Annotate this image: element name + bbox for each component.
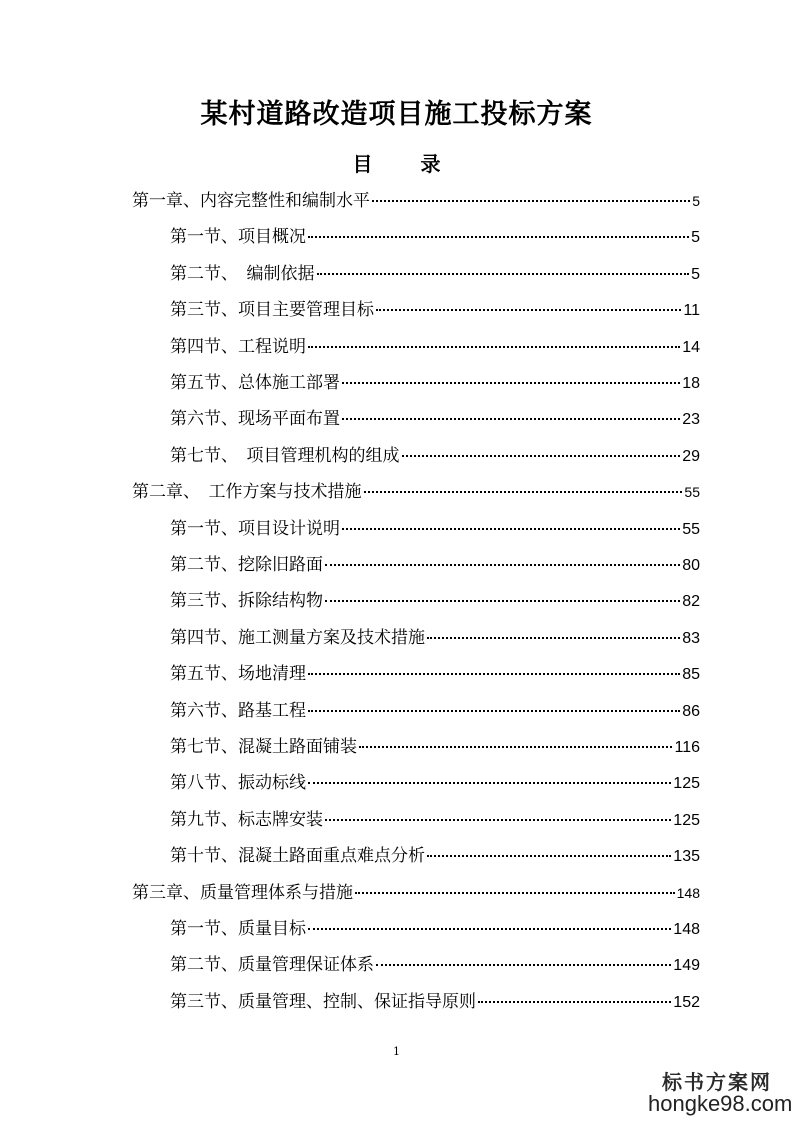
toc-entry-title: 第八节、振动标线	[170, 773, 306, 794]
toc-section-entry	[170, 224, 700, 250]
toc-leader-dots	[342, 382, 680, 384]
toc-section-entry	[170, 989, 700, 1015]
toc-section-entry	[170, 661, 700, 687]
toc-entry-page: 11	[683, 302, 700, 320]
toc-entry-page: 83	[682, 629, 700, 647]
toc-section-entry	[170, 552, 700, 578]
toc-entry-page: 82	[682, 593, 700, 611]
toc-leader-dots	[308, 673, 680, 675]
toc-entry-title: 第三节、质量管理、控制、保证指导原则	[170, 991, 476, 1012]
toc-entry-title: 第十节、混凝土路面重点难点分析	[170, 846, 425, 867]
toc-entry-title: 第七节、混凝土路面铺装	[170, 737, 357, 757]
toc-heading: 目 录	[352, 152, 455, 176]
toc-section-entry	[170, 406, 700, 432]
toc-entry-title: 第四节、施工测量方案及技术措施	[170, 627, 425, 648]
toc-section-entry	[170, 261, 700, 287]
toc-entry-title: 第三节、项目主要管理目标	[170, 300, 374, 321]
toc-leader-dots	[317, 273, 690, 275]
toc-leader-dots	[308, 928, 671, 930]
toc-leader-dots	[427, 855, 671, 857]
toc-entry-title: 第三章、质量管理体系与措施	[132, 882, 353, 903]
toc-entry-title: 第六节、路基工程	[170, 700, 306, 721]
toc-entry-page: 29	[682, 447, 700, 465]
toc-leader-dots	[342, 528, 680, 530]
toc-entry-page: 149	[673, 957, 700, 975]
toc-entry-page: 148	[673, 921, 700, 938]
toc-section-entry	[170, 516, 700, 542]
toc-leader-dots	[342, 418, 680, 420]
toc-entry-title: 第四节、工程说明	[170, 336, 306, 357]
toc-entry-page: 55	[684, 484, 700, 501]
toc-section-entry	[170, 843, 700, 869]
toc-leader-dots	[376, 309, 681, 311]
toc-entry-page: 55	[682, 520, 700, 538]
watermark-cn: 标书方案网	[662, 1070, 772, 1094]
toc-leader-dots	[308, 236, 689, 238]
toc-entry-title: 第二节、挖除旧路面	[170, 555, 323, 575]
toc-section-entry	[170, 734, 700, 760]
toc-entry-page: 80	[682, 557, 700, 574]
toc-leader-dots	[427, 637, 680, 639]
toc-entry-title: 第三节、拆除结构物	[170, 591, 323, 612]
toc-entry-title: 第一节、质量目标	[170, 919, 306, 939]
toc-section-entry	[170, 770, 700, 796]
toc-entry-page: 152	[673, 993, 700, 1011]
toc-leader-dots	[359, 746, 672, 748]
toc-entry-title: 第七节、 项目管理机构的组成	[170, 445, 400, 466]
toc-entry-title: 第一节、项目设计说明	[170, 518, 340, 539]
watermark-en: hongke98.com	[648, 1091, 793, 1116]
toc-section-entry	[170, 370, 700, 396]
toc-section-entry	[170, 297, 700, 323]
toc-section-entry	[170, 916, 700, 942]
toc-chapter-entry	[132, 880, 700, 906]
toc-entry-page: 125	[673, 811, 700, 829]
page-number: 1	[393, 1045, 400, 1058]
toc-entry-page: 5	[691, 265, 700, 283]
toc-chapter-entry	[132, 479, 700, 505]
toc-entry-page: 148	[676, 884, 700, 901]
toc-entry-title: 第一节、项目概况	[170, 227, 306, 248]
toc-leader-dots	[402, 455, 681, 457]
toc-entry-title: 第九节、标志牌安装	[170, 809, 323, 830]
toc-section-entry	[170, 443, 700, 469]
toc-leader-dots	[308, 782, 671, 784]
toc-entry-page: 125	[673, 775, 700, 793]
toc-entry-title: 第二节、质量管理保证体系	[170, 955, 374, 976]
toc-leader-dots	[308, 710, 680, 712]
toc-entry-title: 第六节、现场平面布置	[170, 409, 340, 430]
toc-entry-page: 135	[673, 848, 700, 866]
toc-section-entry	[170, 334, 700, 360]
toc-leader-dots	[308, 346, 680, 348]
toc-section-entry	[170, 807, 700, 833]
toc-entry-title: 第二章、 工作方案与技术措施	[132, 482, 362, 503]
toc-entry-title: 第二节、 编制依据	[170, 263, 315, 284]
toc-leader-dots	[376, 964, 671, 966]
toc-leader-dots	[364, 491, 683, 493]
toc-section-entry	[170, 952, 700, 978]
toc-entry-title: 第五节、场地清理	[170, 664, 306, 685]
toc-entry-page: 5	[692, 193, 700, 209]
toc-section-entry	[170, 698, 700, 724]
document-title: 某村道路改造项目施工投标方案	[200, 99, 593, 130]
toc-leader-dots	[325, 564, 680, 566]
toc-entry-page: 18	[682, 375, 700, 392]
toc-entry-page: 14	[682, 338, 700, 356]
toc-entry-page: 116	[674, 739, 700, 756]
toc-leader-dots	[355, 892, 675, 894]
toc-entry-title: 第五节、总体施工部署	[170, 373, 340, 393]
toc-entry-page: 85	[682, 666, 700, 684]
toc-entry-page: 5	[691, 229, 700, 247]
toc-section-entry	[170, 625, 700, 651]
toc-entry-page: 23	[682, 411, 700, 429]
toc-leader-dots	[372, 200, 690, 202]
toc-section-entry	[170, 588, 700, 614]
toc-entry-page: 86	[682, 702, 700, 720]
toc-entry-title: 第一章、内容完整性和编制水平	[132, 191, 370, 211]
toc-leader-dots	[478, 1001, 671, 1003]
toc-chapter-entry	[132, 188, 700, 214]
toc-leader-dots	[325, 819, 671, 821]
toc-leader-dots	[325, 600, 680, 602]
